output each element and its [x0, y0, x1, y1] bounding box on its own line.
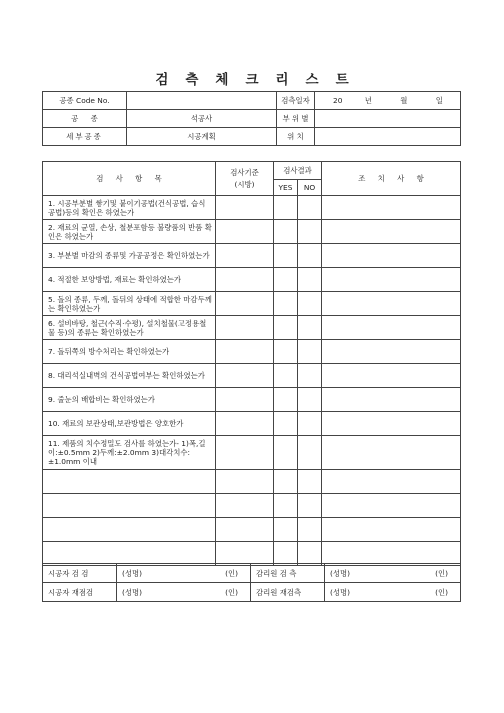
no-cell[interactable]	[298, 268, 322, 292]
code-label: 공종 Code No.	[43, 92, 127, 110]
standard-header	[216, 162, 274, 196]
standard-cell[interactable]	[216, 316, 274, 340]
name-placeholder: (성명)	[330, 568, 351, 578]
no-cell[interactable]	[298, 244, 322, 268]
check-item-text: 6. 설비바탕, 철근(수직·수평), 설치철물(고정용철물 등)의 종류는 확인하였는가	[43, 316, 216, 340]
standard-header-line2: (시방)	[234, 180, 255, 189]
page-title: 검측체크리스트	[155, 72, 366, 88]
part-value[interactable]	[315, 110, 461, 128]
standard-header-line1: 검사기준	[230, 168, 259, 177]
check-item-text: 8. 대리석실내벽의 건식공법여부는 확인하였는가	[43, 364, 216, 388]
action-cell[interactable]	[322, 518, 461, 542]
contractor-reinspection-sign[interactable]	[117, 583, 251, 602]
info-row-sub-work	[43, 128, 461, 146]
table-row	[43, 340, 461, 364]
no-cell[interactable]	[298, 316, 322, 340]
check-item-text: 4. 적절한 보양방법, 재료는 확인하였는가	[43, 268, 216, 292]
table-row	[43, 220, 461, 244]
sub-work-value[interactable]: 시공계획	[127, 128, 277, 146]
no-cell[interactable]	[298, 220, 322, 244]
action-cell[interactable]	[322, 470, 461, 494]
seal-placeholder: (인)	[225, 587, 238, 597]
table-row	[43, 316, 461, 340]
standard-cell[interactable]	[216, 268, 274, 292]
name-placeholder: (성명)	[330, 587, 351, 597]
no-cell[interactable]	[298, 364, 322, 388]
standard-cell[interactable]	[216, 436, 274, 470]
table-row-empty	[43, 518, 461, 542]
standard-cell[interactable]	[216, 196, 274, 220]
standard-cell[interactable]	[216, 542, 274, 566]
table-row	[43, 196, 461, 220]
contractor-inspection-label: 시공자 검 검	[43, 564, 117, 583]
no-cell[interactable]	[298, 518, 322, 542]
yes-cell[interactable]	[274, 244, 298, 268]
action-cell[interactable]	[322, 364, 461, 388]
standard-cell[interactable]	[216, 364, 274, 388]
standard-cell[interactable]	[216, 412, 274, 436]
action-cell[interactable]	[322, 316, 461, 340]
standard-cell[interactable]	[216, 388, 274, 412]
item-header: 검 사 항 목	[43, 162, 216, 196]
check-item-text: 2. 재료의 균열, 손상, 철분포함등 불량품의 반품 확인은 하였는가	[43, 220, 216, 244]
standard-cell[interactable]	[216, 494, 274, 518]
standard-cell[interactable]	[216, 220, 274, 244]
standard-cell[interactable]	[216, 340, 274, 364]
work-type-label: 공 종	[43, 110, 127, 128]
table-row	[43, 412, 461, 436]
table-row	[43, 244, 461, 268]
no-cell[interactable]	[298, 388, 322, 412]
action-cell[interactable]	[322, 494, 461, 518]
check-item-text: 10. 재료의 보관상태,보관방법은 양호한가	[43, 412, 216, 436]
table-row-empty	[43, 494, 461, 518]
check-item-text: 1. 시공부분별 쌓기및 붙이기공법(건식공법, 습식공법)등의 확인은 하였는가	[43, 196, 216, 220]
yes-cell[interactable]	[274, 470, 298, 494]
contractor-inspection-sign[interactable]	[117, 564, 251, 583]
action-cell[interactable]	[322, 412, 461, 436]
no-cell[interactable]	[298, 494, 322, 518]
sub-work-label: 세부공종	[43, 128, 127, 146]
standard-cell[interactable]	[216, 518, 274, 542]
yes-cell[interactable]	[274, 388, 298, 412]
no-cell[interactable]	[298, 436, 322, 470]
table-row-empty	[43, 542, 461, 566]
action-cell[interactable]	[322, 244, 461, 268]
check-item-text: 3. 부분별 마감의 종류및 가공공정은 확인하였는가	[43, 244, 216, 268]
yes-cell[interactable]	[274, 316, 298, 340]
action-cell[interactable]	[322, 542, 461, 566]
table-row	[43, 268, 461, 292]
location-value[interactable]	[315, 128, 461, 146]
code-value[interactable]	[127, 92, 277, 110]
yes-cell[interactable]	[274, 340, 298, 364]
info-row-work-type	[43, 110, 461, 128]
info-row-code	[43, 92, 461, 110]
action-cell[interactable]	[322, 268, 461, 292]
yes-cell[interactable]	[274, 518, 298, 542]
table-row	[43, 292, 461, 316]
check-item-text: 11. 제품의 치수정밀도 검사를 하였는가- 1)폭,길이:±0.5mm 2)두께:±2.0mm 3)대각치수:±1.0mm 이내	[43, 436, 216, 470]
date-day-unit: 일	[435, 96, 443, 105]
location-label: 위 치	[277, 128, 315, 146]
yes-cell[interactable]	[274, 196, 298, 220]
supervisor-inspection-label: 감리원 검 측	[251, 564, 325, 583]
seal-placeholder: (인)	[435, 587, 448, 597]
yes-cell[interactable]	[274, 542, 298, 566]
table-row	[43, 388, 461, 412]
no-cell[interactable]	[298, 196, 322, 220]
result-header: 검사결과	[274, 162, 322, 180]
empty-item-cell[interactable]	[43, 470, 216, 494]
empty-item-cell[interactable]	[43, 518, 216, 542]
action-cell[interactable]	[322, 388, 461, 412]
contractor-reinspection-label: 시공자 재점검	[43, 583, 117, 602]
seal-placeholder: (인)	[435, 568, 448, 578]
empty-item-cell[interactable]	[43, 494, 216, 518]
signature-row	[43, 564, 461, 583]
no-cell[interactable]	[298, 340, 322, 364]
signature-row	[43, 583, 461, 602]
name-placeholder: (성명)	[122, 587, 143, 597]
standard-cell[interactable]	[216, 470, 274, 494]
no-cell[interactable]	[298, 542, 322, 566]
no-cell[interactable]	[298, 412, 322, 436]
seal-placeholder: (인)	[225, 568, 238, 578]
part-label: 부 위 별	[277, 110, 315, 128]
action-cell[interactable]	[322, 196, 461, 220]
yes-header: YES	[274, 180, 298, 196]
supervisor-reinspection-sign[interactable]	[325, 583, 461, 602]
standard-cell[interactable]	[216, 292, 274, 316]
work-type-value[interactable]: 석공사	[127, 110, 277, 128]
action-cell[interactable]	[322, 436, 461, 470]
inspection-date-label: 검측일자	[277, 92, 315, 110]
standard-cell[interactable]	[216, 244, 274, 268]
action-cell[interactable]	[322, 292, 461, 316]
table-row	[43, 436, 461, 470]
no-header: NO	[298, 180, 322, 196]
date-year-unit: 년	[364, 96, 372, 105]
supervisor-inspection-sign[interactable]	[325, 564, 461, 583]
yes-cell[interactable]	[274, 436, 298, 470]
yes-cell[interactable]	[274, 364, 298, 388]
action-cell[interactable]	[322, 340, 461, 364]
checklist-header-row	[43, 162, 461, 180]
yes-cell[interactable]	[274, 412, 298, 436]
no-cell[interactable]	[298, 470, 322, 494]
no-cell[interactable]	[298, 292, 322, 316]
checklist-table	[42, 161, 461, 566]
date-month-unit: 월	[400, 96, 408, 105]
check-item-text: 5. 돌의 종류, 두께, 돌뒤의 상태에 적합한 마감두께는 확인하였는가	[43, 292, 216, 316]
yes-cell[interactable]	[274, 268, 298, 292]
yes-cell[interactable]	[274, 292, 298, 316]
yes-cell[interactable]	[274, 220, 298, 244]
action-header: 조 치 사 항	[322, 162, 461, 196]
name-placeholder: (성명)	[122, 568, 143, 578]
empty-item-cell[interactable]	[43, 542, 216, 566]
table-row-empty	[43, 470, 461, 494]
signature-table	[42, 563, 461, 602]
yes-cell[interactable]	[274, 494, 298, 518]
check-item-text: 7. 돌뒤쪽의 방수처리는 확인하였는가	[43, 340, 216, 364]
info-table	[42, 91, 461, 146]
action-cell[interactable]	[322, 220, 461, 244]
inspection-date-value[interactable]	[315, 92, 461, 110]
date-year: 20	[333, 96, 343, 105]
check-item-text: 9. 줄눈의 배합비는 확인하였는가	[43, 388, 216, 412]
supervisor-reinspection-label: 감리원 재검측	[251, 583, 325, 602]
table-row	[43, 364, 461, 388]
